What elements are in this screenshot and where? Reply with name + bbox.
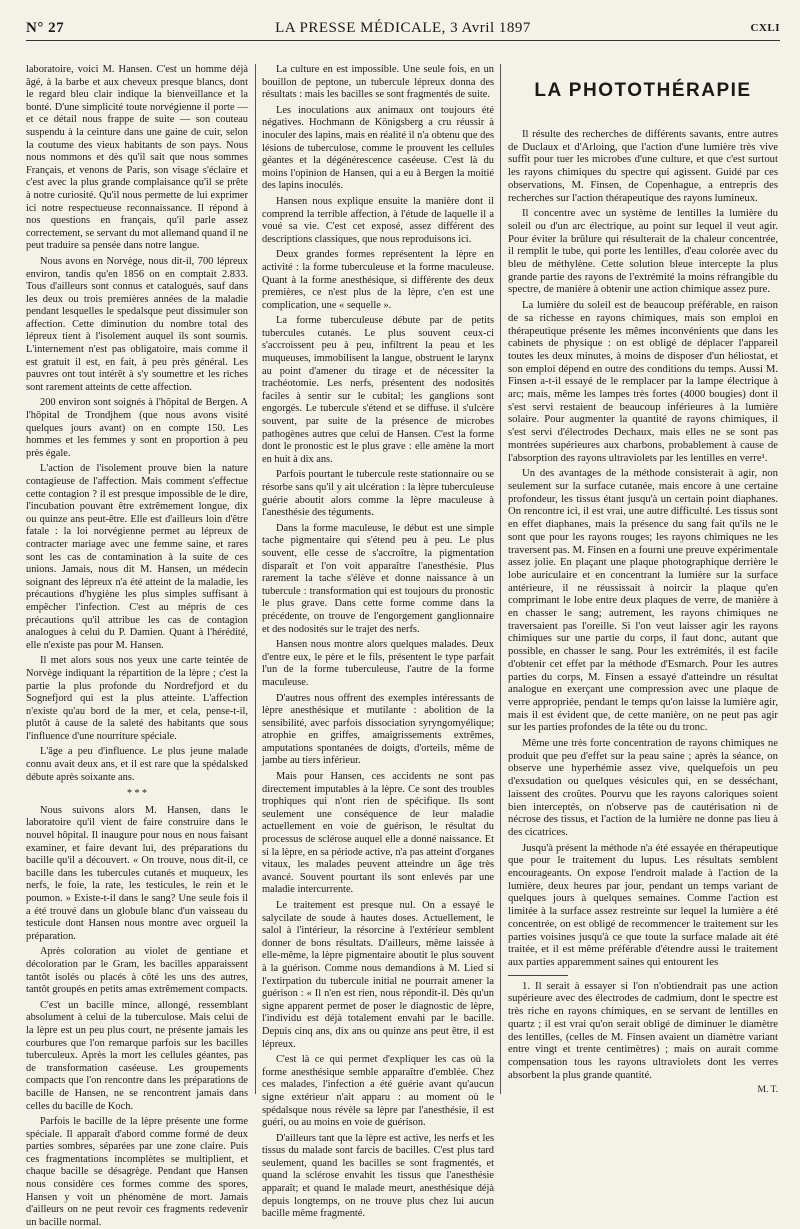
column-divider-1 xyxy=(255,64,256,1094)
page-folio: CXLI xyxy=(750,22,780,34)
paragraph: Nous suivons alors M. Hansen, dans le laboratoire qu'il vient de faire construire dans le nouvel hôpital. Il inaugure pour nous en nous faisant examiner, et faire devant lui, des préparations du bacille qu'il a découvert. « On trouve, nous dit-il, ce bacille dans les tubercules cutanés et muqueux, les nerfs, le foie, la rate, les testicules, le rein et le poumon. » Existe-t-il dans le sang? Une seule fois il a été trouvé dans un globule blanc d'un vaisseau du testicule dont Hansen nous montre avec orgueil la préparation. xyxy=(26,804,248,942)
column-2 xyxy=(262,64,494,1220)
paragraph: Même une très forte concentration de rayons chimiques ne produit que peu d'effet sur la peau saine ; après la séance, on observe une hyperhémie assez vive, quelquefois un peu d'exsudation ou quelques vésicules qui, en se desséchant, laissent des croûtes. Pourvu que les rayons caloriques soient bien interceptés, on n'observe pas de cautérisation ni de nécrose des tissus, et l'action de la lumière ne donne pas lieu à des cicatrices. xyxy=(508,737,778,838)
section-title: LA PHOTOTHÉRAPIE xyxy=(534,80,752,101)
paragraph: L'âge a peu d'influence. Le plus jeune malade connu avait deux ans, et il est rare que la spédalsked débute après soixante ans. xyxy=(26,746,248,783)
paragraph: D'ailleurs tant que la lèpre est active, les nerfs et les tissus du malade sont farcis de bacilles. C'est plus tard seulement, quand les bacilles se sont fragmentés, et quand la sclérose envahit les tissus que l'anesthésie apparaît; et quand le malade meurt, anesthésique déjà depuis longtemps, on ne trouve plus chez lui aucun bacille même fragmenté. xyxy=(262,1132,494,1220)
journal-title: LA PRESSE MÉDICALE, 3 Avril 1897 xyxy=(275,20,531,36)
column-3 xyxy=(508,128,778,1100)
paragraph: Deux grandes formes représentent la lèpre en activité : la forme tuberculeuse et la forme maculeuse. Quant à la forme anesthésique, si différente des deux premières, ce n'est plus de la lèpre, c'en est une complication, une « sequelle ». xyxy=(262,249,494,311)
footnote: 1. Il serait à essayer si l'on n'obtiendrait pas une action supérieure avec des électrodes de cadmium, dont le spectre est très riche en rayons chimiques, en se servant de lentilles en quartz ; il est vrai qu'on serait obligé de diminuer le diamètre des lentilles, (celles de M. Finsen avaient un diamètre variant entre vingt et trente centimètres) ; mais on aurait comme compensation tous les rayons ultraviolets dont les verres absorbent la plus grande quantité. xyxy=(508,979,778,1081)
paragraph: 200 environ sont soignés à l'hôpital de Bergen. A l'hôpital de Trondjhem (que nous avons visité quelques jours avant) on en compte 150. Les hommes et les femmes y sont en proportion à peu près égale. xyxy=(26,397,248,459)
paragraph: C'est là ce qui permet d'expliquer les cas où la forme anesthésique semble apparaître d'emblée. Chez ces malades, l'infection a été guérie avant qu'aucun signe extérieur n'ait apparu : au moment où le spédalsque nous révèle sa lèpre par l'anesthésie, il est guéri, ou au moins en voie de guérison. xyxy=(262,1054,494,1129)
paragraph: Hansen nous montre alors quelques malades. Deux d'entre eux, le père et le fils, présentent le type parfait l'un de la forme tuberculeuse, l'autre de la forme maculeuse. xyxy=(262,639,494,688)
paragraph: Hansen nous explique ensuite la manière dont il comprend la terrible affection, à l'étude de laquelle il a voué sa vie. C'est cet exposé, assez différent des descriptions classiques, que nous reproduisons ici. xyxy=(262,195,494,245)
paragraph: Dans la forme maculeuse, le début est une simple tache pigmentaire qui s'étend peu à peu. Le plus souvent, elle cesse de s'accroître, la pigmentation disparaît et l'on voit apparaître l'anesthésie. Plus rarement la tache s'élève et donne naissance à un tubercule : transformation qui est toujours du pronostic le plus grave. Dans cette forme comme dans la précédente, on trouve de l'engorgement ganglionnaire et des nodosités sur le trajet des nerfs. xyxy=(262,522,494,635)
column-divider-2 xyxy=(500,64,501,1094)
author-signature: M. T. xyxy=(757,1085,778,1096)
paragraph: Parfois pourtant le tubercule reste stationnaire ou se résorbe sans qu'il y ait ulcération : la lèpre tuberculeuse guérie aboutit alors comme la lèpre maculeuse à l'anesthésie des téguments. xyxy=(262,469,494,519)
paragraph: Il met alors sous nos yeux une carte teintée de Norvège indiquant la répartition de la lèpre ; c'est la partie la plus profonde du Nordrefjord et du Sognefjord qui est la plus atteinte. L'affection n'existe qu'au bord de la mer, et cela, pense-t-il, plutôt à cause de la saleté des habitants que sous l'influence d'une nourriture spéciale. xyxy=(26,655,248,742)
paragraph: laboratoire, voici M. Hansen. C'est un homme déjà âgé, à la barbe et aux cheveux presque blancs, dont le regard bleu clair indique la bienveillance et la bonté. D'une simplicité toute norvégienne il porte — et ce détail nous frappe de suite — son couteau suspendu à la ceinture dans une gaine de cuir, selon la coutume des vieux habitants de son pays. Nous nous nommons et dès qu'il sait que nous sommes Français, et venons de Paris, son visage s'éclaire et c'est avec la plus grande complaisance qu'il se prête à notre curiosité. Qu'il nous permette de lui exprimer ici notre respectueuse reconnaissance. Il répond à nos questions en français, qu'il parle assez correctement, se servant du mot allemand quand il ne peut traduire sa pensée dans notre langue. xyxy=(26,64,248,252)
paragraph: Jusqu'à présent la méthode n'a été essayée en thérapeutique que pour le traitement du lupus. Les résultats semblent encourageants. On expose l'endroit malade à l'action de la lumière, deux heures par jour, pendant un temps variant de quelques jours à quelques semaines. Comme l'action est limitée à la surface assez restreinte sur lequel la lumière a été concentrée, on est obligé de recommencer le traitement sur les parties voisines jusqu'à ce que toute la surface malade ait été traitée, et il est même préférable d'étendre aussi le traitement aux parties apparemment saines qui entourent les xyxy=(508,841,778,968)
paragraph: D'autres nous offrent des exemples intéressants de lèpre anesthésique et mutilante : abolition de la sensibilité, avec parfois dissociation syryngomyélique; atrophie en griffes, amaigrissements extrêmes, amputations spontanées de doigts, d'orteils, même de jambe au tiers inférieur. xyxy=(262,692,494,767)
issue-number: N° 27 xyxy=(26,20,65,36)
paragraph: La lumière du soleil est de beaucoup préférable, en raison de sa richesse en rayons chimiques, mais son emploi en thérapeutique présente les mêmes inconvénients que dans les cabinets de physique : on est obligé de déplacer l'appareil toutes les deux minutes, à moins de disposer d'un héliostat, et son emploi dépend en outre des conditions du temps. Aussi M. Finsen a-t-il essayé de le remplacer par la lampe électrique à arc; mais, même les lampes très fortes (4000 bougies) dont il s'est servi restaient de beaucoup inférieures à la lumière solaire. Pour augmenter la quantité de rayons chimiques, il s'est servi d'électrodes Dechaux, mais elles ne se sont pas montrées supérieures aux charbons, probablement à cause de l'absorption des rayons ultraviolets par les lentilles en verre¹. xyxy=(508,299,778,464)
paragraph: Nous avons en Norvège, nous dit-il, 700 lépreux environ, tandis qu'en 1856 on en comptait 2.833. Tous d'ailleurs sont connus et catalogués, sauf dans les deux ou trois premières années de la maladie pendant lesquelles le spedalsque peut dissimuler son affection. Cette diminution du nombre total des lépreux tient à l'isolement auquel ils sont soumis. L'internement n'est pas obligatoire, mais comme il est gratuit il est, en fait, à peu près général. Les pauvres ont tout intérêt à s'y soumettre et les riches sont rarement atteints de cette affection. xyxy=(26,255,248,393)
paragraph: C'est un bacille mince, allongé, ressemblant absolument à celui de la tuberculose. Mais celui de la lèpre est un peu plus court, ne présente jamais les courbures que l'on remarque parfois sur les bacilles tuberculeux. Après la mort les cellules géantes, pas de transformation caséeuse. Les groupements compacts que l'on rencontre dans les préparations de bacille de Hansen, ne se rencontrent jamais dans celles du bacille de Koch. xyxy=(26,999,248,1112)
column-1 xyxy=(26,64,248,1228)
page-header xyxy=(26,18,780,40)
paragraph: Après coloration au violet de gentiane et décoloration par le Gram, les bacilles apparaissent tantôt isolés ou placés à côté les uns des autres, tantôt groupés en petits amas extrêmement compacts. xyxy=(26,946,248,996)
paragraph: L'action de l'isolement prouve bien la nature contagieuse de l'affection. Mais comment s'effectue cette contagion ? il est presque impossible de le dire, l'incubation pouvant être extrêmement longue, dix ou quinze ans peut-être. Elle est d'ailleurs loin d'être fatale : la loi norvégienne permet au lépreux de contracter mariage avec une femme saine, et rares sont les cas de contamination à la suite de ces unions. Jamais, nous dit M. Hansen, un médecin soignant des lépreux n'a été atteint de la maladie, les précautions d'hygiène les plus simples suffisant à empêcher l'infection. C'est au mépris de ces précautions qu'il attribue les cas de contagion analogues à celui du P. Damien. Quant à l'hérédité, elle n'existe pas pour M. Hansen. xyxy=(26,463,248,651)
paragraph: Il concentre avec un système de lentilles la lumière du soleil ou d'un arc électrique, au point sur lequel il veut agir. Pour éviter la brûlure qui résulterait de la chaleur concentrée, il remplit le tube, qui porte les lentilles, d'eau colorée avec du bleu de méthylène. Cette solution bleue intercepte la plus grande partie des rayons de l'extrémité la moins réfrangible du spectre, de manière à obtenir une action chimique assez pure. xyxy=(508,207,778,296)
paragraph: Mais pour Hansen, ces accidents ne sont pas directement imputables à la lèpre. Ce sont des troubles trophiques qui n'ont rien de spécifique. Ils sont seulement une conséquence de leur maladie actuellement en voie de guérison, le résultat du processus de sclérose auquel elle a donné naissance. Et si la lèpre, en sa période active, n'a pas atteint d'organes vitaux, les malades peuvent atteindre un âge très avancé. Souvent pourtant ils sont enlevés par une maladie intercurrente. xyxy=(262,771,494,896)
paragraph: Les inoculations aux animaux ont toujours été négatives. Hochmann de Königsberg a cru réussir à inoculer des lapins, mais en réalité il n'a obtenu que des lésions de tuberculose, comme le prouvent les cellules géantes et la dégénérescence caséeuse. C'est là du moins l'opinion de Hansen, qui a eu à Bergen la moitié des lapins inoculés. xyxy=(262,104,494,192)
paragraph: La forme tuberculeuse débute par de petits tubercules cutanés. Le plus souvent ceux-ci s'accroissent peu à peu, infiltrent la peau et les muqueuses, immobilisent la langue, obstruent le larynx au point d'amener du tirage et de nécessiter la trachéotomie. Les nerfs, présentent des nodosités faciles à sentir sur le cubital; les ganglions sont engorgés. Le tubercule s'étend et se diffuse. il s'ulcère souvent, par suite de la présence de microbes pathogènes autres que celui de Hansen. C'est la forme dont le pronostic est le plus grave : elle amène la mort en huit à dix ans. xyxy=(262,315,494,465)
footnote-rule xyxy=(508,975,568,976)
paragraph: Un des avantages de la méthode consisterait à agir, non seulement sur la surface cutanée, mais encore à une certaine profondeur, les tissus étant jusqu'à un certain point diaphanes. On rencontre ici, il est vrai, une autre difficulté. Les tissus sont en effet diaphanes, mais la présence du sang fait qu'ils ne le sont que pour les rayons rouges; les rayons chimiques ne les traversent pas. M. Finsen en a fourni une preuve expérimentale assez jolie. En plaçant une plaque photographique derrière le lobe auriculaire et en concentrant la lumière sur la surface antérieure, il ne réussissait à noircir la plaque qu'en comprimant le lobe entre deux plaques de verre, de manière à en chasser le sang; autrement, les rayons chimiques ne traversaient pas l'oreille. Si l'on veut laisser agir les rayons chimiques sur une partie du corps, il faut donc, autant que possible, en chasser le sang. Pour les extrémités, il est facile d'obtenir cet effet par la méthode d'Esmarch. Pour les autres parties du corps, M. Finsen a essayé d'atteindre un résultat analogue en exerçant une compression avec une plaque de verre appropriée, pendant le temps qu'on laisse la lumière agir, mais il est évident que, de cette manière, on ne peut pas agir sur les parties profondes de la tête ou du tronc. xyxy=(508,467,778,734)
paragraph: Le traitement est presque nul. On a essayé le salycilate de soude à hautes doses. Actuellement, le salol à l'intérieur, la résorcine à l'extérieur semblent donner de bons résultats. D'ailleurs, même laissée à elle-même, la lèpre pigmentaire aboutit le plus souvent à la guérison. Comme nous demandions à M. Lied si l'extirpation du tubercule initial ne pourrait amener la guérison : « Il n'en est rien, nous répondit-il. Dès qu'un signe apparent permet de poser le diagnostic de lèpre, l'individu est déjà totalement envahi par le bacille. Depuis cinq ans, dix ans ou quinze ans peut être, il est lépreux. xyxy=(262,900,494,1050)
header-rule xyxy=(26,40,780,41)
paragraph: Il résulte des recherches de différents savants, entre autres de Duclaux et d'Arloing, que l'action d'une lumière très vive suffit pour tuer les microbes d'une culture, et que c'est surtout les rayons chimiques du spectre qui agissent. Guidé par ces observations, M. Finsen, de Copenhague, a entrepris des recherches sur l'action thérapeutique des rayons lumineux. xyxy=(508,128,778,204)
paragraph: Parfois le bacille de la lèpre présente une forme spéciale. Il apparaît d'abord comme formé de deux parties sombres, séparées par une zone claire. Puis ces fragmentations incomplètes se multiplient, et chaque bacille se désagrège. Pendant que Hansen nous considère ces formes comme des spores, Hansen y voit un phénomène de mort. Jamais d'ailleurs on ne peut revoir ces fragments redevenir un bacille normal. xyxy=(26,1116,248,1228)
section-separator: * * * xyxy=(127,788,147,800)
paragraph: La culture en est impossible. Une seule fois, en un bouillon de peptone, un tubercule lépreux donna des résultats : mais les bacilles se sont fragmentés de suite. xyxy=(262,64,494,101)
